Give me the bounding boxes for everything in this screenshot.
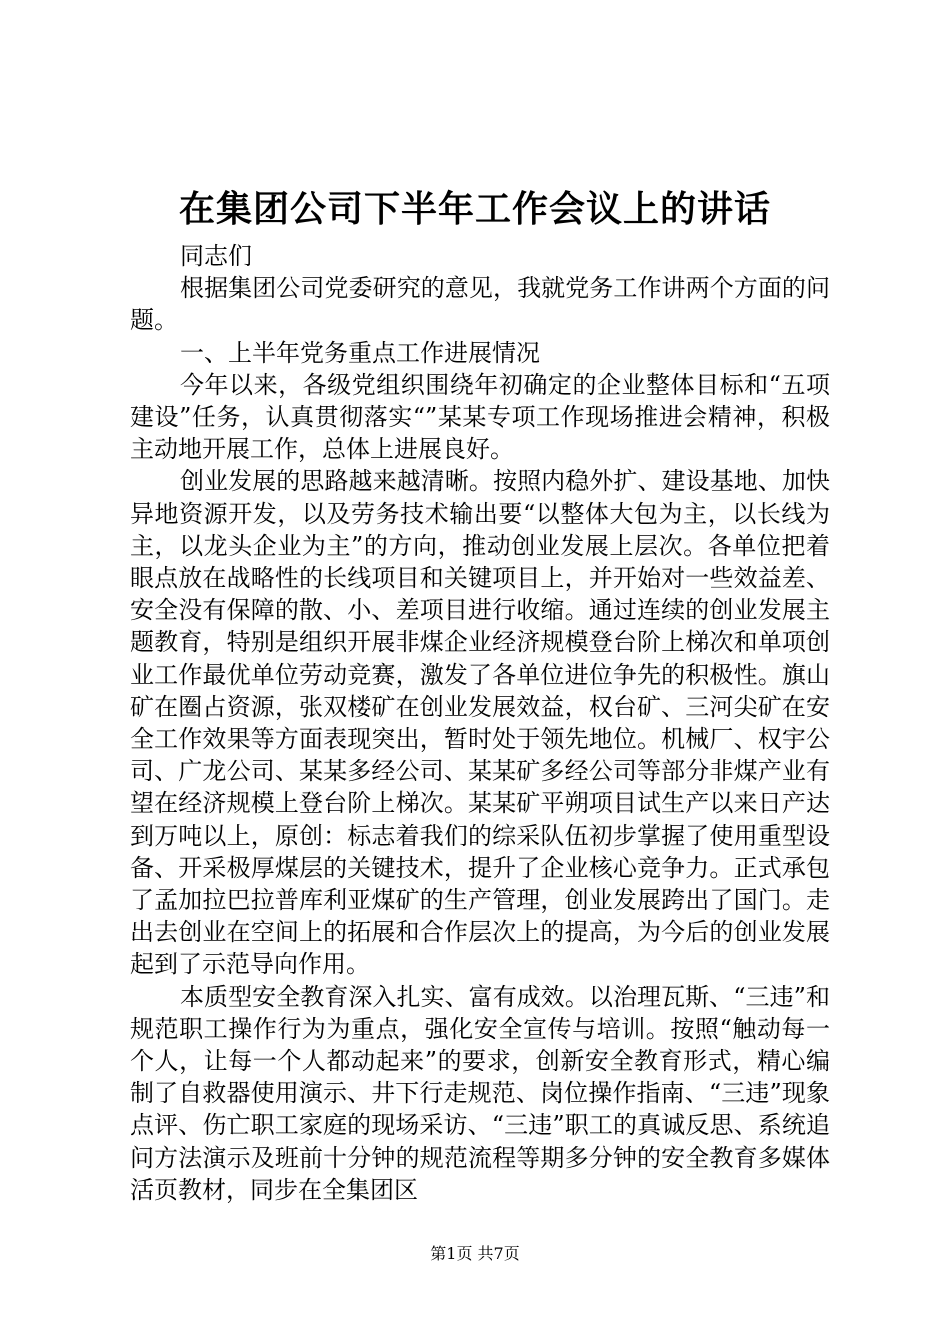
paragraph-safety: 本质型安全教育深入扎实、富有成效。以治理瓦斯、“三违”和规范职工操作行为为重点，强化安全宣传与培训。按照“触动每一个人，让每一个人都动起来”的要求，创新安全教育形式，精心编制了自救器使用演示、井下行走规范、岗位操作指南、“三违”现象点评、伤亡职工家庭的现场采访、“三违”职工的真诚反思、系统追问方法演示及班前十分钟的规范流程等期多分钟的安全教育多媒体活页教材，同步在全集团区 [130,982,830,1204]
paragraph-overview: 今年以来，各级党组织围绕年初确定的企业整体目标和“五项建设”任务，认真贯彻落实“”某某专项工作现场推进会精神，积极主动地开展工作，总体上进展良好。 [130,370,830,464]
section-heading: 一、上半年党务重点工作进展情况 [180,338,540,367]
paragraph-salutation: 同志们 [180,242,252,270]
paragraph-intro: 根据集团公司党委研究的意见，我就党务工作讲两个方面的问题。 [130,274,830,335]
page-number: 第1页 共7页 [430,1244,520,1263]
document-title: 在集团公司下半年工作会议上的讲话 [178,188,771,230]
document-body [130,240,830,1206]
paragraph-development: 创业发展的思路越来越清晰。按照内稳外扩、建设基地、加快异地资源开发，以及劳务技术输出要“以整体大包为主，以长线为主，以龙头企业为主”的方向，推动创业发展上层次。各单位把着眼点放在战略性的长线项目和关键项目上，并开始对一些效益差、安全没有保障的散、小、差项目进行收缩。通过连续的创业发展主题教育，特别是组织开展非煤企业经济规模登台阶上梯次和单项创业工作最优单位劳动竞赛，激发了各单位进位争先的积极性。旗山矿在圈占资源，张双楼矿在创业发展效益，权台矿、三河尖矿在安全工作效果等方面表现突出，暂时处于领先地位。机械厂、权宇公司、广龙公司、某某多经公司、某某矿多经公司等部分非煤产业有望在经济规模上登台阶上梯次。某某矿平朔项目试生产以来日产达到万吨以上，原创：标志着我们的综采队伍初步掌握了使用重型设备、开采极厚煤层的关键技术，提升了企业核心竞争力。正式承包了孟加拉巴拉普库利亚煤矿的生产管理，创业发展跨出了国门。走出去创业在空间上的拓展和合作层次上的提高，为今后的创业发展起到了示范导向作用。 [130,467,830,979]
